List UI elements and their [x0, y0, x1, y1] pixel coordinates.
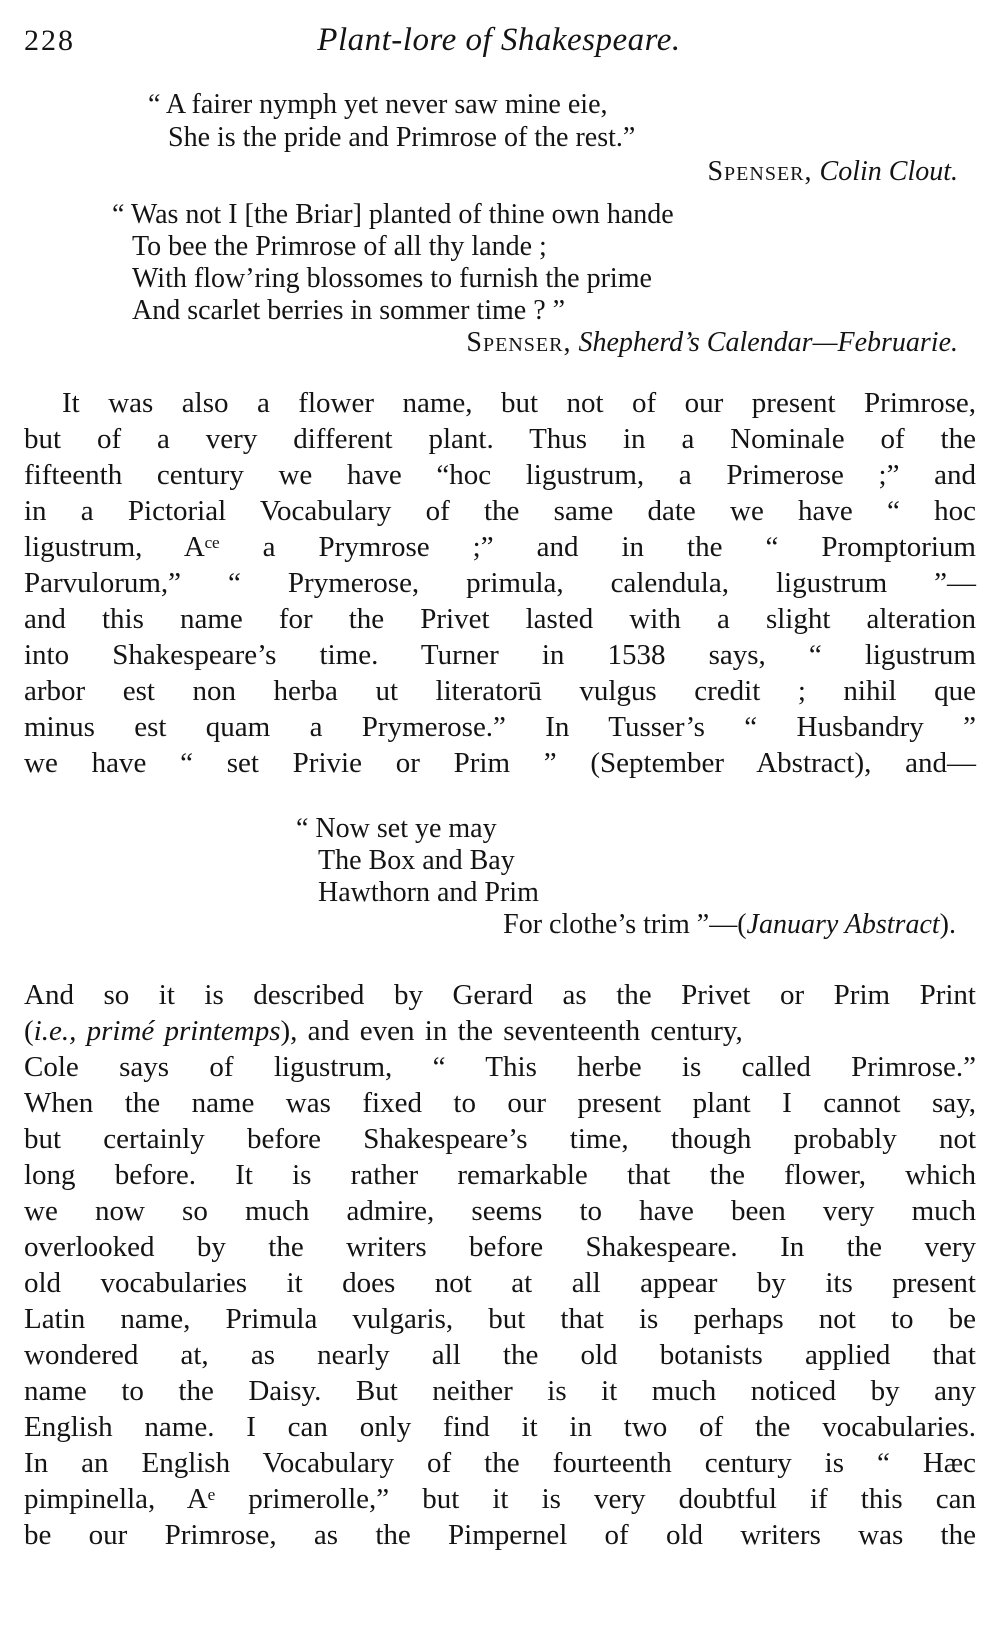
paragraph-line: English name. I can only find it in two of the vocabularies. [24, 1411, 976, 1443]
paragraph-line: be our Primrose, as the Pimpernel of old writers was the [24, 1519, 976, 1551]
paragraph-line: long before. It is rather remarkable that the flower, which [24, 1159, 976, 1191]
verse-line: With flow’ring blossomes to furnish the prime [132, 263, 652, 294]
verse-line: Hawthorn and Prim [318, 877, 539, 908]
paragraph-line: old vocabularies it does not at all appear by its present [24, 1267, 976, 1299]
paragraph-line: into Shakespeare’s time. Turner in 1538 says, “ ligustrum [24, 639, 976, 671]
paragraph-line [24, 1014, 976, 1048]
attribution [466, 326, 958, 360]
attribution [707, 155, 958, 189]
paragraph-line: ligustrum, Aᶜᵉ a Prymrose ;” and in the “ Promptorium [24, 531, 976, 563]
paragraph-line: but of a very different plant. Thus in a Nominale of the [24, 423, 976, 455]
paragraph-line: overlooked by the writers before Shakespeare. In the very [24, 1231, 976, 1263]
paragraph-line: we have “ set Privie or Prim ” (September Abstract), and— [24, 747, 976, 779]
paren-open: ( [24, 1015, 34, 1047]
source-reference: January Abstract [746, 909, 940, 940]
paragraph-line: wondered at, as nearly all the old botanists applied that [24, 1339, 976, 1371]
verse-line: The Box and Bay [318, 845, 515, 876]
verse-line: “ Was not I [the Briar] planted of thine own hande [112, 199, 674, 230]
verse-line: For clothe’s trim ”—( [503, 909, 747, 940]
paragraph-line: pimpinella, Aᵉ primerolle,” but it is very doubtful if this can [24, 1483, 976, 1515]
page-header [24, 18, 974, 66]
attribution-author: Spenser, [707, 156, 813, 187]
paragraph-line: fifteenth century we have “hoc ligustrum, a Primerose ;” and [24, 459, 976, 491]
running-title: Plant-lore of Shakespeare. [317, 22, 681, 58]
paragraph-line: In an English Vocabulary of the fourteenth century is “ Hæc [24, 1447, 976, 1479]
paragraph-line: in a Pictorial Vocabulary of the same date we have “ hoc [24, 495, 976, 527]
verse-final-line [503, 908, 956, 942]
paragraph-line: arbor est non herba ut literatorū vulgus credit ; nihil que [24, 675, 976, 707]
line-remainder: ), and even in the seventeenth century, [280, 1015, 743, 1047]
attribution-work: Colin Clout. [819, 156, 958, 187]
paragraph-line: Latin name, Primula vulgaris, but that is perhaps not to be [24, 1303, 976, 1335]
paragraph-line: Parvulorum,” “ Prymerose, primula, calendula, ligustrum ”— [24, 567, 976, 599]
paragraph-line: Cole says of ligustrum, “ This herbe is called Primrose.” [24, 1051, 976, 1083]
paragraph-line: minus est quam a Prymerose.” In Tusser’s “ Husbandry ” [24, 711, 976, 743]
page-number: 228 [24, 24, 75, 57]
paragraph-line: It was also a flower name, but not of our present Primrose, [62, 387, 976, 419]
attribution-work: Shepherd’s Calendar—Februarie. [578, 327, 958, 358]
verse-line: “ Now set ye may [296, 813, 497, 844]
paragraph-line: and this name for the Privet lasted with a slight alteration [24, 603, 976, 635]
paragraph-line: we now so much admire, seems to have been very much [24, 1195, 976, 1227]
italic-phrase: i.e., primé printemps [33, 1015, 281, 1047]
attribution-author: Spenser, [466, 327, 572, 358]
paragraph-line: When the name was fixed to our present plant I cannot say, [24, 1087, 976, 1119]
verse-line: To bee the Primrose of all thy lande ; [132, 231, 547, 262]
verse-line: She is the pride and Primrose of the rest.” [168, 122, 636, 153]
paragraph-line: And so it is described by Gerard as the Privet or Prim Print [24, 979, 976, 1011]
source-close: ). [939, 909, 956, 940]
verse-line: “ A fairer nymph yet never saw mine eie, [148, 89, 608, 120]
paragraph-line: but certainly before Shakespeare’s time, though probably not [24, 1123, 976, 1155]
verse-line: And scarlet berries in sommer time ? ” [132, 295, 566, 326]
paragraph-line: name to the Daisy. But neither is it much noticed by any [24, 1375, 976, 1407]
